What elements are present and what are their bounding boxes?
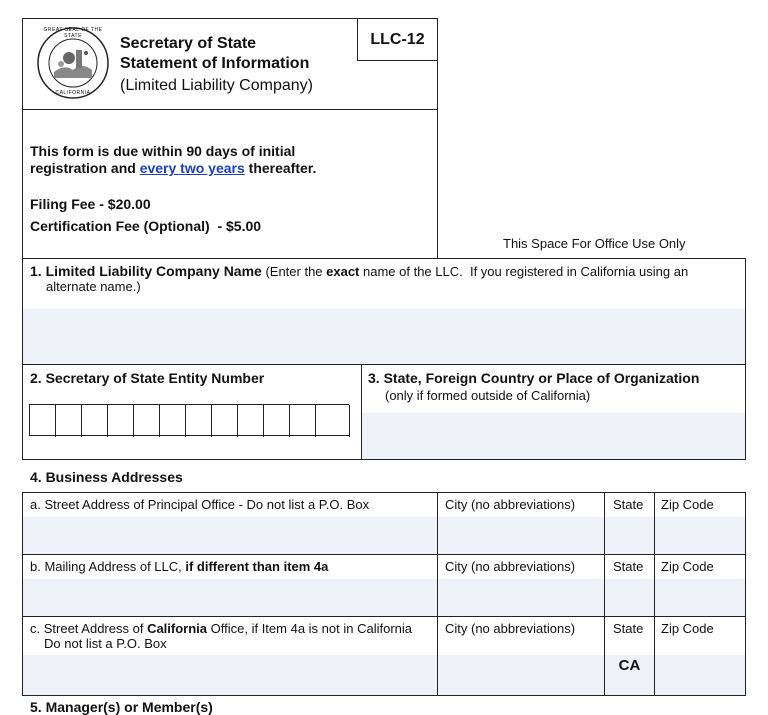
section-1-instr-bold: exact: [326, 264, 360, 279]
section-1-label: [30, 263, 740, 279]
address-c-city-label: City (no abbreviations): [445, 621, 576, 636]
address-b-street-input[interactable]: [23, 579, 437, 616]
entity-digit-box: [212, 405, 238, 437]
section-3-sublabel: (only if formed outside of California): [385, 388, 591, 403]
certification-fee: Certification Fee (Optional) - $5.00: [30, 218, 262, 234]
entity-digit-box: [264, 405, 290, 437]
due-line-2-prefix: registration and: [30, 160, 140, 176]
section-1-number-label: 1. Limited Liability Company Name: [30, 263, 262, 279]
address-b-city-label: City (no abbreviations): [445, 559, 576, 574]
seal-top-text: GREAT SEAL OF THE STATE: [43, 27, 103, 39]
entity-digit-box: [134, 405, 160, 437]
section-1-instr-pre: (Enter the: [261, 264, 327, 279]
address-b-zip-label: Zip Code: [661, 559, 714, 574]
office-use-label: This Space For Office Use Only: [503, 236, 686, 251]
seal-bottom-text: CALIFORNIA: [55, 90, 91, 96]
every-two-years-link[interactable]: every two years: [139, 160, 245, 176]
section-5-label-cutoff: 5. Manager(s) or Member(s): [30, 699, 213, 715]
entity-digit-box: [108, 405, 134, 437]
address-c-zip-label: Zip Code: [661, 621, 714, 636]
entity-digit-box: [30, 405, 56, 437]
entity-digit-box: [56, 405, 82, 437]
address-c-zip-input[interactable]: [655, 655, 745, 695]
entity-digit-box: [290, 405, 316, 437]
address-b-state-label: State: [613, 559, 644, 574]
section-1-instr-line-2: alternate name.): [46, 279, 141, 294]
form-code: LLC-12: [370, 31, 425, 48]
address-c-city-input[interactable]: [438, 655, 604, 695]
state-seal: [36, 26, 110, 100]
section-4-label: 4. Business Addresses: [30, 469, 183, 485]
entity-digit-box: [82, 405, 108, 437]
due-line-1: This form is due within 90 days of initial: [30, 143, 296, 159]
address-b-state-input[interactable]: [605, 579, 654, 616]
title-line-1: Secretary of State: [120, 35, 257, 52]
address-c-state-value: CA: [618, 657, 641, 674]
address-c-street-input[interactable]: [23, 655, 437, 695]
address-b-city-input[interactable]: [438, 579, 604, 616]
address-c-street-label-line-2: Do not list a P.O. Box: [44, 636, 167, 651]
title-line-2: Statement of Information: [120, 55, 310, 72]
address-a-street-label: a. Street Address of Principal Office - Do not list a P.O. Box: [30, 497, 370, 512]
section-3-label: 3. State, Foreign Country or Place of Organization: [368, 370, 700, 386]
entity-digit-box: [186, 405, 212, 437]
section-2-label: 2. Secretary of State Entity Number: [30, 370, 265, 386]
section-1-instr-post: name of the LLC. If you registered in California using an: [359, 264, 689, 279]
place-of-organization-input[interactable]: [362, 413, 745, 459]
info-box: [22, 109, 438, 258]
due-line-2: [30, 160, 316, 176]
address-a-state-label: State: [613, 497, 644, 512]
entity-digit-box: [316, 405, 350, 437]
due-line-2-suffix: thereafter.: [244, 160, 317, 176]
address-c-street-label: c. Street Address of California Office, if Item 4a is not in California: [30, 621, 412, 636]
filing-fee: Filing Fee - $20.00: [30, 196, 151, 212]
address-a-zip-label: Zip Code: [661, 497, 714, 512]
row-divider: [22, 616, 746, 617]
address-a-city-input[interactable]: [438, 517, 604, 554]
address-a-state-input[interactable]: [605, 517, 654, 554]
entity-digit-box: [238, 405, 264, 437]
llc-name-input[interactable]: [23, 309, 745, 364]
address-a-zip-input[interactable]: [655, 517, 745, 554]
entity-digit-box: [160, 405, 186, 437]
address-b-zip-input[interactable]: [655, 579, 745, 616]
form-subtitle: (Limited Liability Company): [120, 77, 313, 94]
address-a-city-label: City (no abbreviations): [445, 497, 576, 512]
address-a-street-input[interactable]: [23, 517, 437, 554]
row-divider: [22, 554, 746, 555]
entity-number-input[interactable]: [29, 404, 349, 436]
address-c-state-label: State: [613, 621, 644, 636]
address-b-street-label: b. Mailing Address of LLC, if different than item 4a: [30, 559, 329, 574]
